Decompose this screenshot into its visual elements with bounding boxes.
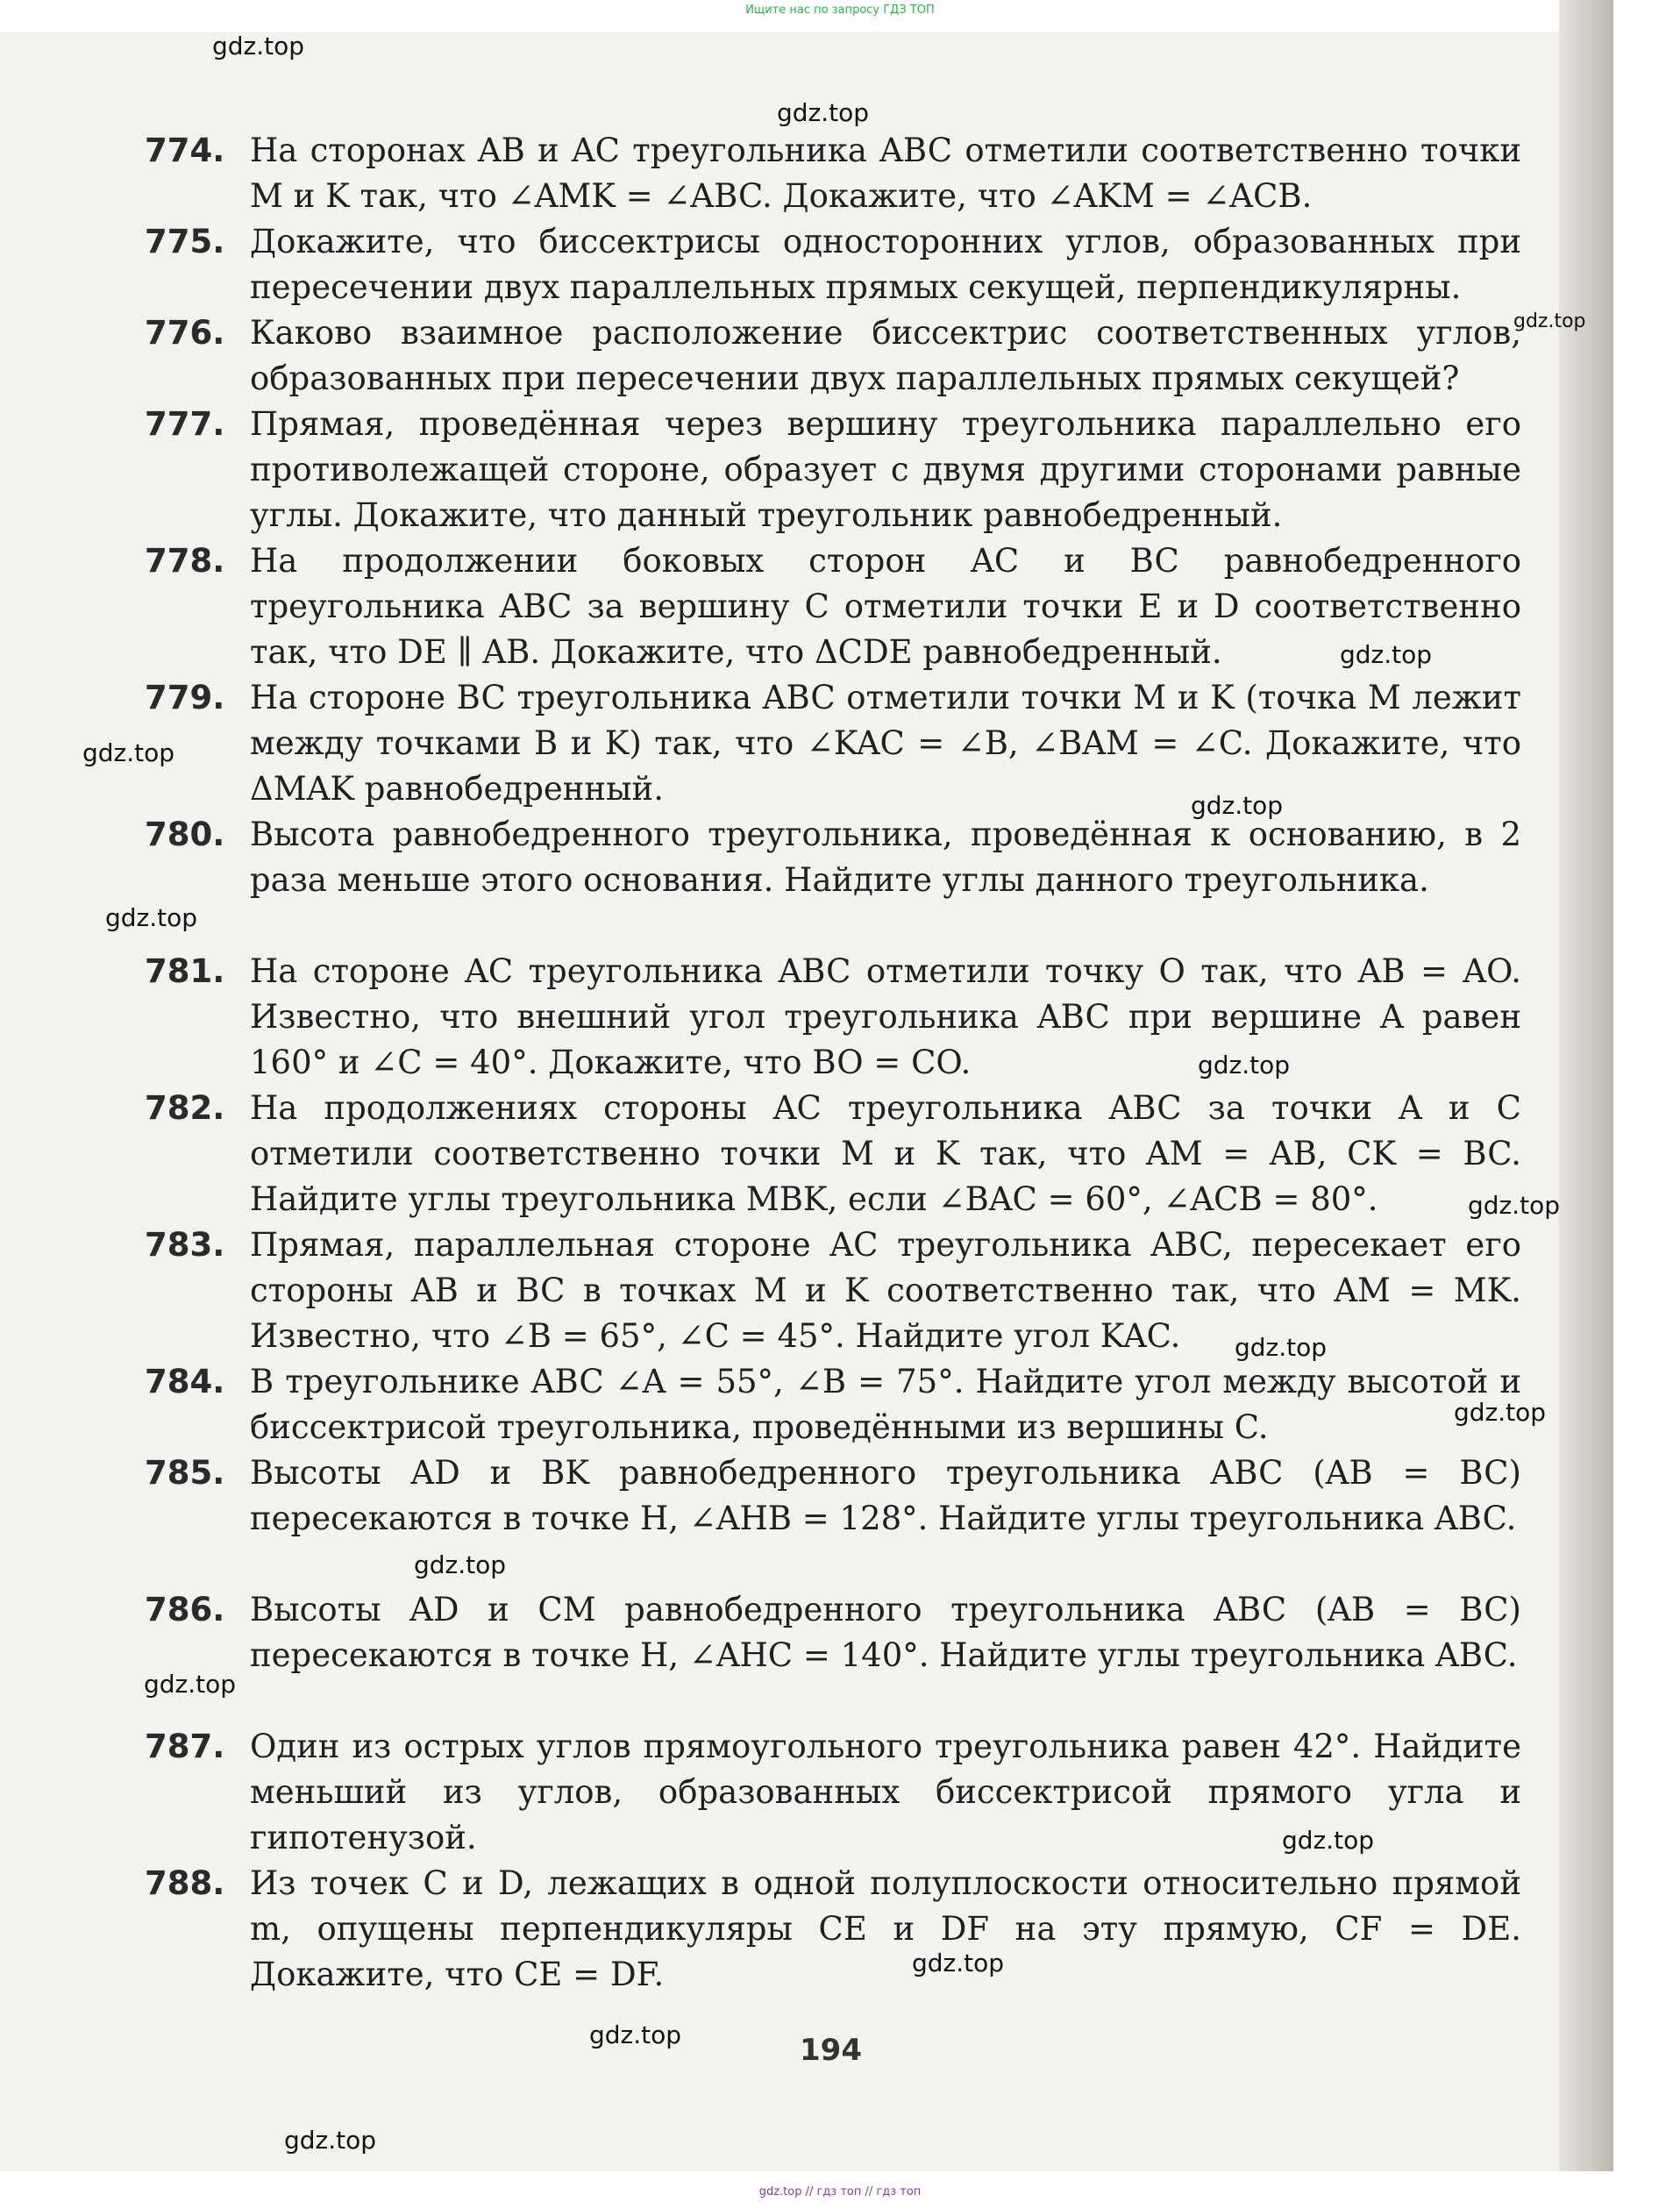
problem-text: Из точек C и D, лежащих в одной полуплоскости относительно прямой m, опущены перпендикуляры CE и DF на эту прямую, CF = DE. Докажите, что CE = DF.	[250, 1864, 1521, 1993]
problem-776	[145, 310, 1521, 402]
problem-777	[145, 402, 1521, 538]
problem-number: 778.	[145, 542, 225, 580]
problem-number: 784.	[145, 1363, 225, 1400]
problem-number: 783.	[145, 1226, 225, 1264]
watermark: gdz.top	[912, 1949, 1005, 1977]
problem-text: Прямая, проведённая через вершину треугольника параллельно его противолежащей стороне, образует с двумя другими сторонами равные углы. Докажите, что данный треугольник равнобедренный.	[250, 405, 1521, 534]
problem-number: 782.	[145, 1089, 225, 1127]
page-number: 194	[800, 2033, 862, 2068]
problem-788	[145, 1861, 1521, 1998]
watermark: gdz.top	[1198, 1051, 1291, 1080]
problem-774	[145, 128, 1521, 219]
problem-786	[145, 1587, 1521, 1678]
watermark: gdz.top	[589, 2020, 682, 2049]
problem-778	[145, 538, 1521, 675]
problem-779	[145, 675, 1521, 812]
problem-number: 788.	[145, 1864, 225, 1902]
problem-text: На стороне AC треугольника ABC отметили точку O так, что AB = AO. Известно, что внешний угол треугольника ABC при вершине A равен 160° и ∠C = 40°. Докажите, что BO = CO.	[250, 952, 1521, 1081]
problem-number: 785.	[145, 1454, 225, 1492]
problem-number: 777.	[145, 405, 225, 443]
problem-text: Высоты AD и BK равнобедренного треугольника ABC (AB = BC) пересекаются в точке H, ∠AHB = 128°. Найдите углы треугольника ABC.	[250, 1454, 1521, 1537]
problem-784	[145, 1359, 1521, 1450]
problem-number: 780.	[145, 816, 225, 853]
problem-781	[145, 949, 1521, 1086]
watermark: gdz.top	[1191, 791, 1284, 820]
watermark: gdz.top	[212, 32, 305, 61]
problem-number: 781.	[145, 952, 225, 990]
problem-text: Один из острых углов прямоугольного треугольника равен 42°. Найдите меньший из углов, образованных биссектрисой прямого угла и гипотенузой.	[250, 1728, 1521, 1856]
problem-number: 786.	[145, 1591, 225, 1628]
problem-text: В треугольнике ABC ∠A = 55°, ∠B = 75°. Найдите угол между высотой и биссектрисой треугольника, проведёнными из вершины C.	[250, 1363, 1521, 1446]
watermark: gdz.top	[1235, 1333, 1328, 1362]
watermark: gdz.top	[414, 1550, 507, 1579]
problem-text: Каково взаимное расположение биссектрис соответственных углов, образованных при пересечении двух параллельных прямых секущей?	[250, 314, 1521, 397]
problem-text: На продолжениях стороны AC треугольника ABC за точки A и C отметили соответственно точки M и K так, что AM = AB, CK = BC. Найдите углы треугольника MBK, если ∠BAC = 60°, ∠ACB = 80°.	[250, 1089, 1521, 1218]
bottom-banner[interactable]: gdz.top // гдз топ // гдз топ	[758, 2185, 922, 2198]
problem-text: Прямая, параллельная стороне AC треугольника ABC, пересекает его стороны AB и BC в точках M и K соответственно так, что AM = MK. Известно, что ∠B = 65°, ∠C = 45°. Найдите угол KAC.	[250, 1226, 1521, 1355]
problem-782	[145, 1086, 1521, 1222]
watermark: gdz.top	[1282, 1826, 1375, 1855]
watermark: gdz.top	[777, 98, 870, 127]
problem-785	[145, 1450, 1521, 1542]
problem-text: На продолжении боковых сторон AC и BC равнобедренного треугольника ABC за вершину C отметили точки E и D соответственно так, что DE ∥ AB. Докажите, что ΔCDE равнобедренный.	[250, 542, 1521, 671]
problem-text: Высоты AD и CM равнобедренного треугольника ABC (AB = BC) пересекаются в точке H, ∠AHC = 140°. Найдите углы треугольника ABC.	[250, 1591, 1521, 1674]
problem-number: 776.	[145, 314, 225, 352]
watermark: gdz.top	[284, 2126, 377, 2155]
problem-text: Высота равнобедренного треугольника, проведённая к основанию, в 2 раза меньше этого основания. Найдите углы данного треугольника.	[250, 816, 1521, 899]
problem-number: 779.	[145, 679, 225, 716]
watermark: gdz.top	[144, 1670, 237, 1699]
top-banner[interactable]: Ищите нас по запросу ГДЗ ТОП	[745, 4, 935, 17]
problem-775	[145, 219, 1521, 310]
problem-number: 787.	[145, 1728, 225, 1765]
problem-number: 774.	[145, 132, 225, 169]
watermark: gdz.top	[105, 903, 198, 932]
problem-text: Докажите, что биссектрисы односторонних углов, образованных при пересечении двух параллельных прямых секущей, перпендикулярны.	[250, 223, 1521, 306]
problem-number: 775.	[145, 223, 225, 260]
problem-text: На сторонах AB и AC треугольника ABC отметили соответственно точки M и K так, что ∠AMK = ∠ABC. Докажите, что ∠AKM = ∠ACB.	[250, 132, 1521, 215]
problem-text: На стороне BC треугольника ABC отметили точки M и K (точка M лежит между точками B и K) так, что ∠KAC = ∠B, ∠BAM = ∠C. Докажите, что ΔMAK равнобедренный.	[250, 679, 1521, 808]
watermark: gdz.top	[1340, 640, 1433, 669]
watermark: gdz.top	[1513, 310, 1586, 332]
watermark: gdz.top	[82, 738, 175, 767]
problem-780	[145, 812, 1521, 903]
watermark: gdz.top	[1468, 1191, 1561, 1220]
watermark: gdz.top	[1454, 1398, 1547, 1427]
